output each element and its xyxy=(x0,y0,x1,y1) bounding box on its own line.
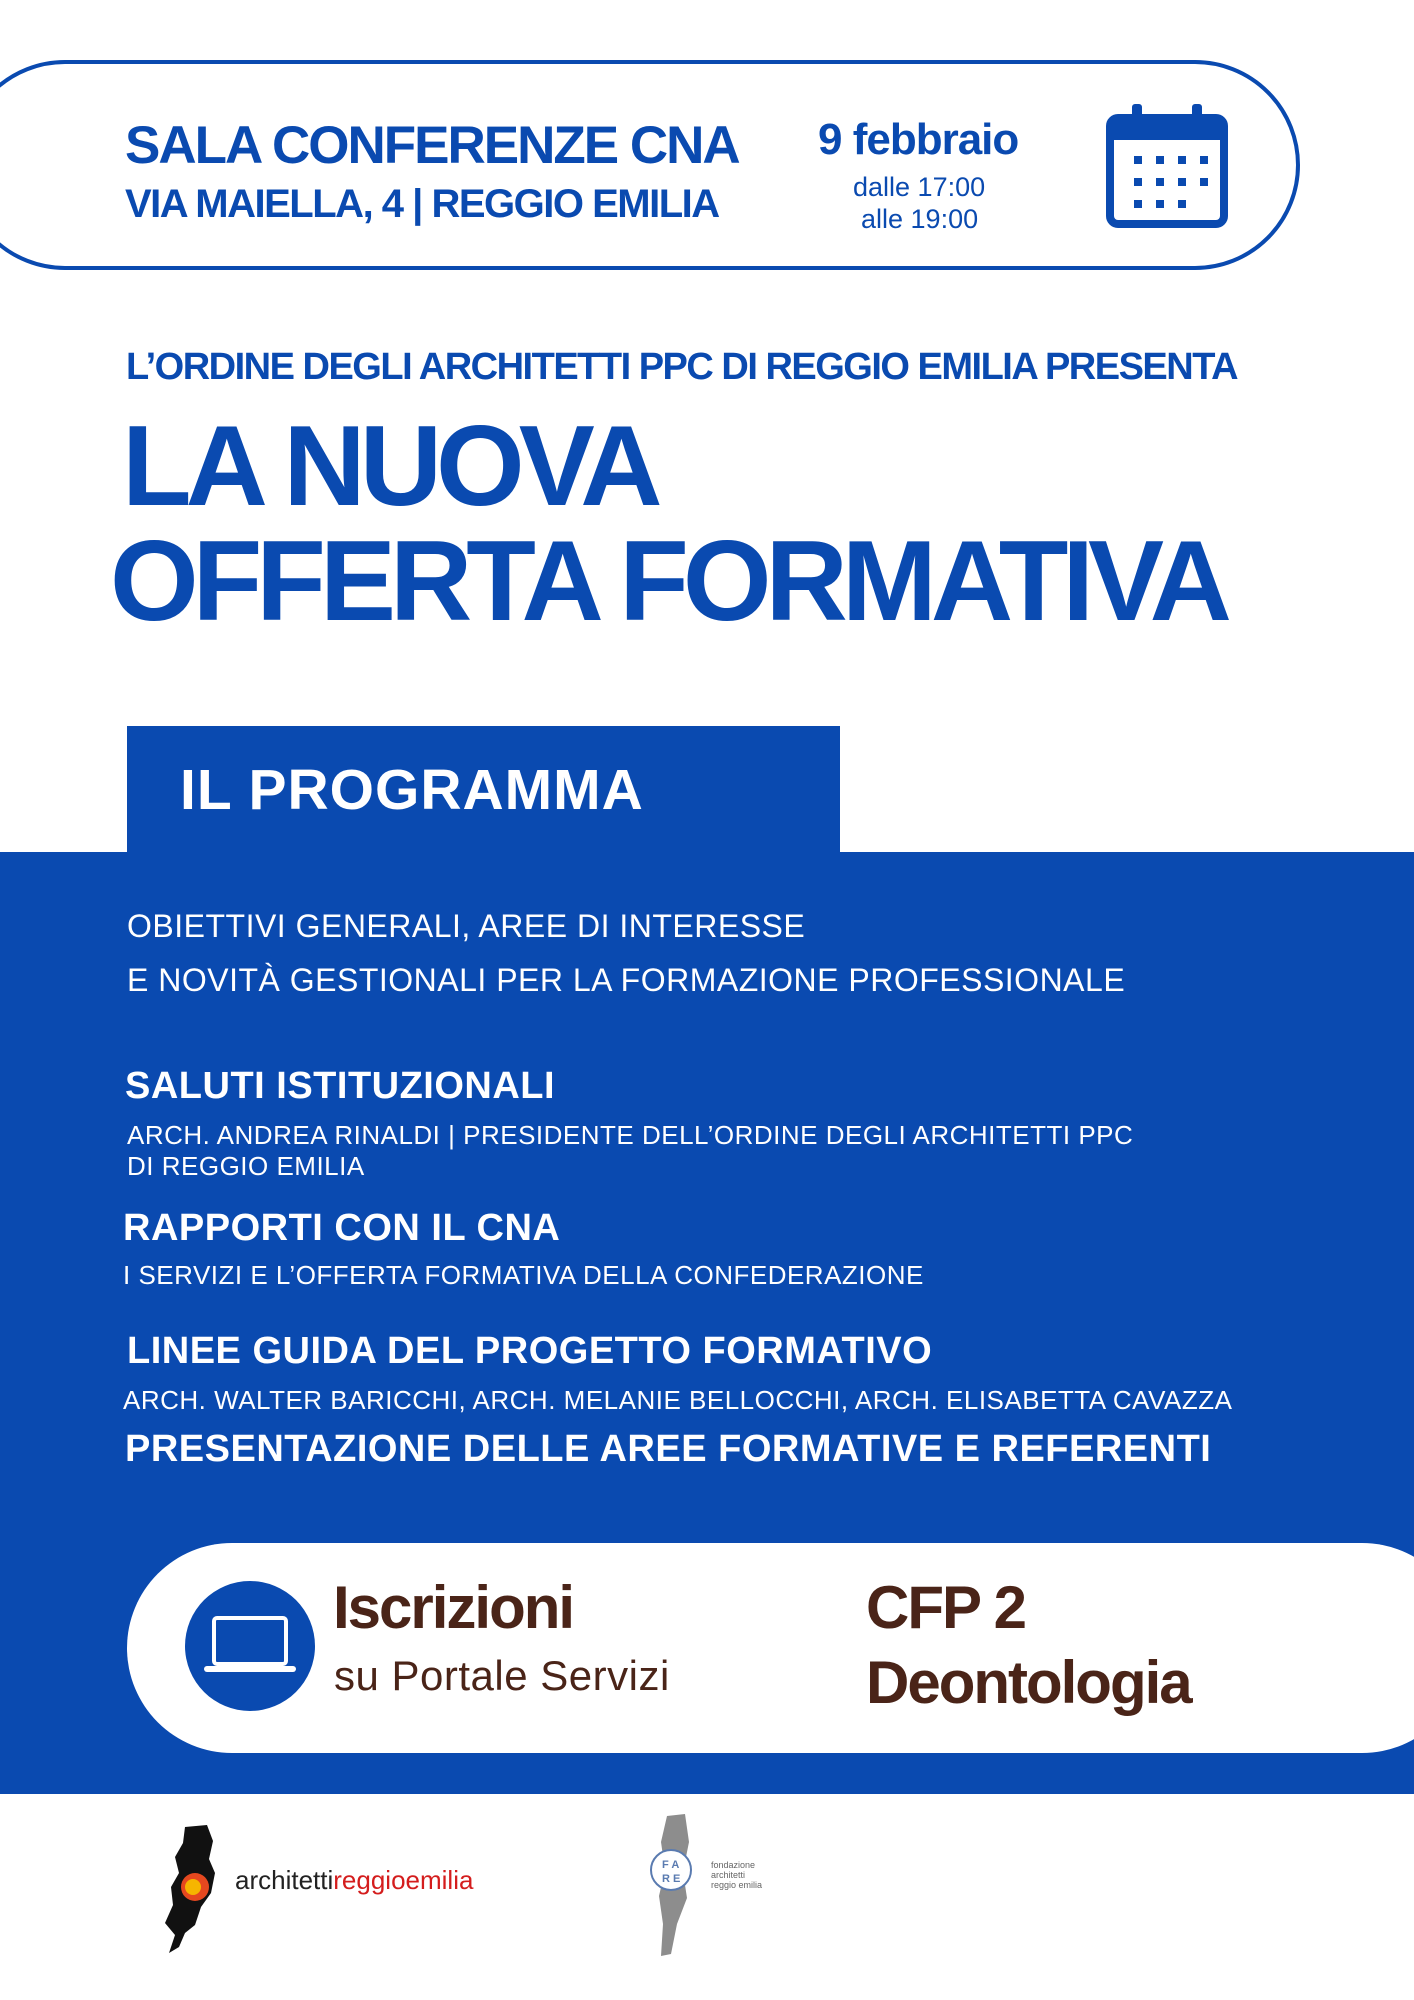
section-title-linee-guida: LINEE GUIDA DEL PROGETTO FORMATIVO xyxy=(127,1330,933,1372)
section-title-saluti: SALUTI ISTITUZIONALI xyxy=(125,1065,556,1107)
laptop-icon xyxy=(200,1610,300,1680)
svg-text:F A: F A xyxy=(662,1859,680,1871)
section-title-rapporti: RAPPORTI CON IL CNA xyxy=(123,1207,561,1249)
main-title-line1: LA NUOVA xyxy=(122,403,657,530)
calendar-icon xyxy=(1106,100,1228,230)
section-presentazione: PRESENTAZIONE DELLE AREE FORMATIVE E REFERENTI xyxy=(125,1428,1212,1470)
registration-banner xyxy=(127,1543,1414,1753)
venue-address: VIA MAIELLA, 4 | REGGIO EMILIA xyxy=(125,182,719,226)
architetti-reggio-emilia-wordmark: architettireggioemilia xyxy=(235,1865,474,1895)
event-date: 9 febbraio xyxy=(818,115,1019,164)
main-title-line2: OFFERTA FORMATIVA xyxy=(110,518,1226,645)
section-sub-rapporti: I SERVIZI E L’OFFERTA FORMATIVA DELLA CONFEDERAZIONE xyxy=(123,1260,924,1290)
event-time-start: dalle 17:00 xyxy=(853,172,986,202)
section-sub-saluti-2: DI REGGIO EMILIA xyxy=(127,1151,365,1181)
architetti-reggio-emilia-logo xyxy=(155,1823,245,1955)
section-sub-saluti-1: ARCH. ANDREA RINALDI | PRESIDENTE DELL’ORDINE DEGLI ARCHITETTI PPC xyxy=(127,1120,1134,1150)
registration-subtitle: su Portale Servizi xyxy=(334,1652,670,1699)
program-intro-line2: E NOVITÀ GESTIONALI PER LA FORMAZIONE PROFESSIONALE xyxy=(127,962,1126,998)
event-time-end: alle 19:00 xyxy=(861,204,979,234)
svg-text:R E: R E xyxy=(662,1873,681,1885)
program-heading: IL PROGRAMMA xyxy=(180,758,644,822)
cfp-category: Deontologia xyxy=(866,1649,1191,1716)
fondazione-architetti-wordmark: fondazione architetti reggio emilia xyxy=(711,1860,763,1890)
section-sub-linee-guida: ARCH. WALTER BARICCHI, ARCH. MELANIE BELLOCCHI, ARCH. ELISABETTA CAVAZZA xyxy=(123,1385,1233,1415)
registration-title: Iscrizioni xyxy=(333,1574,574,1641)
cfp-credits: CFP 2 xyxy=(866,1574,1025,1641)
presenter-line: L’ORDINE DEGLI ARCHITETTI PPC DI REGGIO EMILIA PRESENTA xyxy=(126,346,1238,388)
program-intro-line1: OBIETTIVI GENERALI, AREE DI INTERESSE xyxy=(127,908,806,944)
venue-name: SALA CONFERENZE CNA xyxy=(125,116,739,175)
fondazione-architetti-logo xyxy=(645,1812,705,1958)
